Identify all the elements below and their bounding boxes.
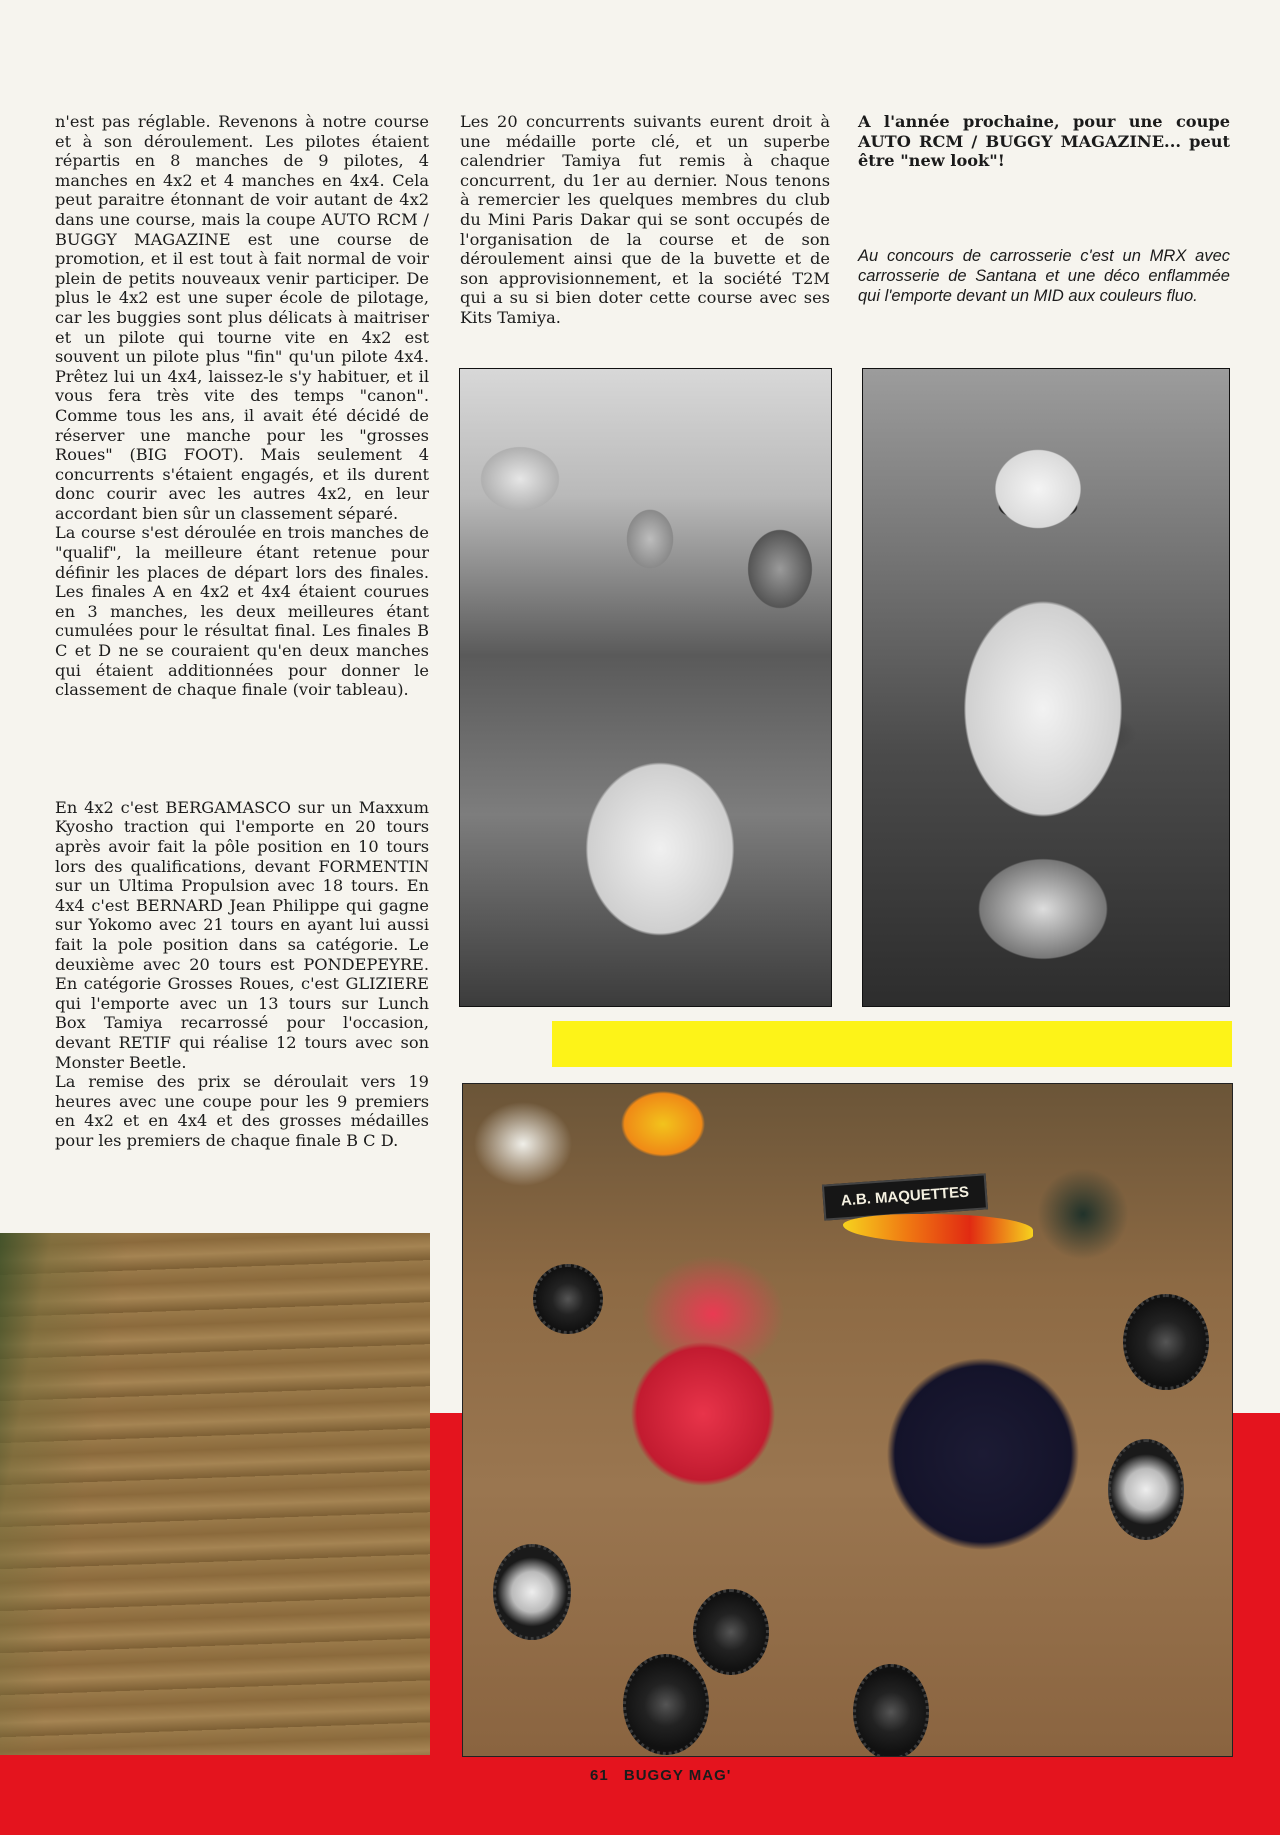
article-column-2 <box>460 112 830 328</box>
wheel-shape <box>493 1544 571 1640</box>
page-number: 61 <box>590 1767 609 1784</box>
article-column-1 <box>55 112 429 1151</box>
wheel-shape <box>853 1664 929 1757</box>
photo-caption: Au concours de carrosserie c'est un MRX avec carrosserie de Santana et une déco enflammée qui l'emporte devant un MID aux couleurs fluo. <box>858 246 1230 305</box>
flame-decal <box>843 1214 1033 1244</box>
photo-winner-with-trophy <box>459 368 832 1007</box>
wheel-shape <box>693 1589 769 1675</box>
page-footer <box>590 1767 890 1791</box>
sponsor-wing-sign: A.B. MAQUETTES <box>822 1173 988 1220</box>
article-paragraph: La course s'est déroulée en trois manches de "qualif", la meilleure étant retenue pour définir les places de départ lors des finales. Les finales A en 4x2 et 4x4 étaient courues en 3 manches, les deux meilleures étant cumulées pour le résultat final. Les finales B C et D ne se couraient qu'en deux manches qui étaient additionnées pour donner le classement de chaque finale (voir tableau). <box>55 523 429 700</box>
article-paragraph: La remise des prix se déroulait vers 19 heures avec une coupe pour les 9 premiers en 4x2 et en 4x4 et des grosses médailles pour les premiers de chaque finale B C D. <box>55 1072 429 1150</box>
article-paragraph: n'est pas réglable. Revenons à notre course et à son déroulement. Les pilotes étaient répartis en 8 manches de 9 pilotes, 4 manches en 4x2 et 4 manches en 4x4. Cela peut paraitre étonnant de voir autant de 4x2 dans une course, mais la coupe AUTO RCM / BUGGY MAGAZINE est une course de promotion, et il est tout à fait normal de voir plein de petits nouveaux venir participer. De plus le 4x2 est une super école de pilotage, car les buggies sont plus délicats à maitriser et un pilote qui tourne vite en 4x2 est souvent un pilote plus "fin" qu'un pilote 4x4. Prêtez lui un 4x4, laissez-le s'y habituer, et il vous fera très vite des temps "canon". Comme tous les ans, il avait été décidé de réserver une manche pour les "grosses Roues" (BIG FOOT). Mais seulement 4 concurrents s'étaient engagés, et ils durent donc courir avec les autres 4x2, en leur accordant bien sûr un classement séparé. <box>55 112 429 523</box>
wheel-shape <box>1123 1294 1209 1390</box>
photo-kid-with-buggy <box>862 368 1230 1007</box>
wheel-shape <box>623 1654 709 1755</box>
article-paragraph: Les 20 concurrents suivants eurent droit à une médaille porte clé, et un superbe calendrier Tamiya fut remis à chaque concurrent, du 1er au dernier. Nous tenons à remercier les quelques membres du club du Mini Paris Dakar qui se sont occupés de l'organisation de la course et de son déroulement ainsi que de la buvette et de son approvisionnement, et la société T2M qui a su si bien doter cette course avec ses Kits Tamiya. <box>460 112 830 327</box>
wheel-shape <box>1108 1439 1184 1540</box>
photo-rc-buggies <box>462 1083 1233 1757</box>
article-paragraph: En 4x2 c'est BERGAMASCO sur un Maxxum Kyosho traction qui l'emporte en 20 tours après avoir fait la pôle position en 10 tours lors des qualifications, devant FORMENTIN sur un Ultima Propulsion avec 18 tours. En 4x4 c'est BERNARD Jean Philippe qui gagne sur Yokomo avec 21 tours en ayant lui aussi fait la pole position dans sa catégorie. Le deuxième avec 20 tours est PONDEPEYRE. En catégorie Grosses Roues, c'est GLIZIERE qui l'emporte avec un 13 tours sur Lunch Box Tamiya recarrossé pour l'occasion, devant RETIF qui réalise 12 tours avec son Monster Beetle. <box>55 797 429 1072</box>
closing-statement: A l'année prochaine, pour une coupe AUTO RCM / BUGGY MAGAZINE... peut être "new look"! <box>858 112 1230 171</box>
photo-motion-blur-track <box>0 1233 430 1755</box>
wheel-shape <box>533 1264 603 1334</box>
magazine-name: BUGGY MAG' <box>623 1767 732 1784</box>
article-column-3 <box>858 112 1230 306</box>
yellow-accent-band <box>552 1021 1232 1067</box>
